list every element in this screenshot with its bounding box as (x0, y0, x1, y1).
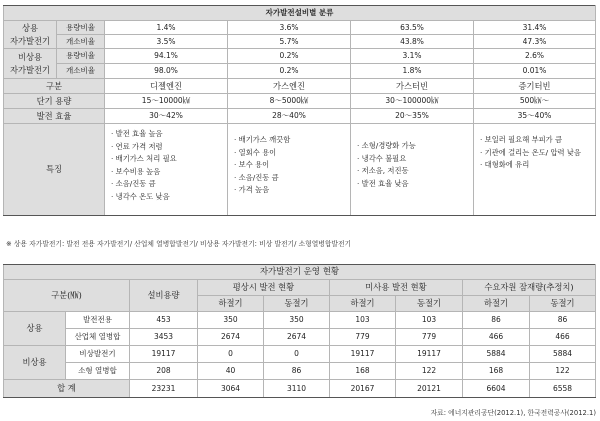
feature-item: · 배기가스 처리 필요 (111, 153, 227, 166)
emergency-category-label: 비상용 자가발전기 (4, 49, 57, 79)
cell: 0 (198, 346, 264, 363)
emergency-label: 비상용 (4, 346, 66, 380)
table-row (4, 329, 596, 346)
feature-item: · 소형/경량화 가능 (357, 140, 473, 153)
feature-item: · 보수 용이 (234, 159, 350, 172)
cell: 40 (198, 363, 264, 380)
cell: 86 (264, 363, 330, 380)
footnote: ※ 상용 자가발전기: 발전 전용 자가발전기/ 산업체 열병합발전기/ 비상용 자가발전기: 비상 발전기/ 소형열병합발전기 (6, 240, 352, 248)
standby-category-label: 상용 자가발전기 (4, 21, 57, 49)
source-note: 자료: 에너지관리공단(2012.1), 한국전력공사(2012.1) (430, 409, 596, 417)
cell: 168 (330, 363, 396, 380)
cell: 1.4% (105, 21, 228, 35)
cell: 86 (463, 312, 530, 329)
cell: 208 (130, 363, 198, 380)
cell: 3453 (130, 329, 198, 346)
category-unit-header: 구분(㎿) (4, 280, 130, 312)
cell: 5884 (463, 346, 530, 363)
summer-header: 하절기 (198, 296, 264, 312)
feature-item: · 가격 높음 (234, 184, 350, 197)
cell: 23231 (130, 380, 198, 398)
count-ratio-label: 개소비율 (57, 64, 105, 79)
cell: 0 (264, 346, 330, 363)
cell: 122 (396, 363, 463, 380)
cell: 350 (198, 312, 264, 329)
features-steam-turbine (474, 124, 596, 216)
feature-item: · 기관에 걸리는 온도/ 압력 낮음 (480, 147, 595, 160)
cell: 20121 (396, 380, 463, 398)
cell: 122 (530, 363, 596, 380)
feature-item: · 보일러 필요해 부피가 큼 (480, 134, 595, 147)
engine-type: 디젤엔진 (105, 79, 228, 94)
table-row (4, 312, 596, 329)
cell: 6604 (463, 380, 530, 398)
cell: 19117 (330, 346, 396, 363)
feature-item: · 배기가스 깨끗함 (234, 134, 350, 147)
cell: 20～35% (351, 109, 474, 124)
cell: 466 (530, 329, 596, 346)
feature-item: · 발전 효율 낮음 (357, 178, 473, 191)
engine-type: 가스엔진 (228, 79, 351, 94)
cell: 2674 (198, 329, 264, 346)
cell: 500㎾～ (474, 94, 596, 109)
cell: 6558 (530, 380, 596, 398)
feature-item: · 소음/진동 큼 (234, 172, 350, 185)
cell: 19117 (130, 346, 198, 363)
cell: 30～42% (105, 109, 228, 124)
feature-item: · 발전 효율 높음 (111, 128, 227, 141)
total-label: 합 계 (4, 380, 130, 398)
features-label: 특징 (4, 124, 105, 216)
summer-header: 하절기 (463, 296, 530, 312)
capacity-header: 설비용량 (130, 280, 198, 312)
cell: 3110 (264, 380, 330, 398)
row-label: 산업체 열병합 (66, 329, 130, 346)
cell: 779 (330, 329, 396, 346)
features-gas-engine (228, 124, 351, 216)
capacity-ratio-label: 용량비율 (57, 49, 105, 64)
feature-item: · 소음/진동 큼 (111, 178, 227, 191)
engine-type: 증기터빈 (474, 79, 596, 94)
cell: 5.7% (228, 35, 351, 49)
row-label: 소형 열병합 (66, 363, 130, 380)
cell: 35～40% (474, 109, 596, 124)
demand-potential-header: 수요자원 잠재량(추정치) (463, 280, 596, 296)
cell: 2.6% (474, 49, 596, 64)
cell: 63.5% (351, 21, 474, 35)
cell: 3.1% (351, 49, 474, 64)
table-row (4, 363, 596, 380)
winter-header: 동절기 (530, 296, 596, 312)
cell: 779 (396, 329, 463, 346)
cell: 98.0% (105, 64, 228, 79)
cell: 43.8% (351, 35, 474, 49)
cell: 47.3% (474, 35, 596, 49)
normal-generation-header: 평상시 발전 현황 (198, 280, 330, 296)
type-label: 구분 (4, 79, 105, 94)
winter-header: 동절기 (264, 296, 330, 312)
cell: 466 (463, 329, 530, 346)
table-row (4, 346, 596, 363)
cell: 5884 (530, 346, 596, 363)
cell: 0.2% (228, 64, 351, 79)
feature-item: · 대형화에 유리 (480, 159, 595, 172)
cell: 15～10000㎾ (105, 94, 228, 109)
cell: 103 (396, 312, 463, 329)
row-label: 비상발전기 (66, 346, 130, 363)
unused-generation-header: 미사용 발전 현황 (330, 280, 463, 296)
cell: 3064 (198, 380, 264, 398)
cell: 350 (264, 312, 330, 329)
total-row (4, 380, 596, 398)
table2-title: 자가발전기 운영 현황 (4, 265, 596, 280)
cell: 453 (130, 312, 198, 329)
cell: 0.2% (228, 49, 351, 64)
feature-item: · 열회수 용이 (234, 147, 350, 160)
cell: 20167 (330, 380, 396, 398)
capacity-ratio-label: 용량비율 (57, 21, 105, 35)
cell: 103 (330, 312, 396, 329)
count-ratio-label: 개소비율 (57, 35, 105, 49)
table1-title: 자가발전설비별 분류 (4, 6, 596, 21)
cell: 3.6% (228, 21, 351, 35)
cell: 2674 (264, 329, 330, 346)
efficiency-label: 발전 효율 (4, 109, 105, 124)
generator-operation-table (3, 264, 596, 398)
summer-header: 하절기 (330, 296, 396, 312)
cell: 31.4% (474, 21, 596, 35)
cell: 1.8% (351, 64, 474, 79)
unit-capacity-label: 단기 용량 (4, 94, 105, 109)
features-diesel (105, 124, 228, 216)
row-label: 발전전용 (66, 312, 130, 329)
cell: 19117 (396, 346, 463, 363)
features-gas-turbine (351, 124, 474, 216)
feature-item: · 보수비용 높음 (111, 166, 227, 179)
cell: 8～5000㎾ (228, 94, 351, 109)
generator-classification-table (3, 5, 596, 216)
engine-type: 가스터빈 (351, 79, 474, 94)
cell: 94.1% (105, 49, 228, 64)
feature-item: · 냉각수 온도 낮음 (111, 191, 227, 204)
cell: 0.01% (474, 64, 596, 79)
feature-item: · 연료 가격 저렴 (111, 141, 227, 154)
feature-item: · 냉각수 불필요 (357, 153, 473, 166)
winter-header: 동절기 (396, 296, 463, 312)
cell: 86 (530, 312, 596, 329)
cell: 3.5% (105, 35, 228, 49)
cell: 28～40% (228, 109, 351, 124)
feature-item: · 저소음, 저진동 (357, 165, 473, 178)
cell: 30～100000㎾ (351, 94, 474, 109)
cell: 168 (463, 363, 530, 380)
standby-label: 상용 (4, 312, 66, 346)
